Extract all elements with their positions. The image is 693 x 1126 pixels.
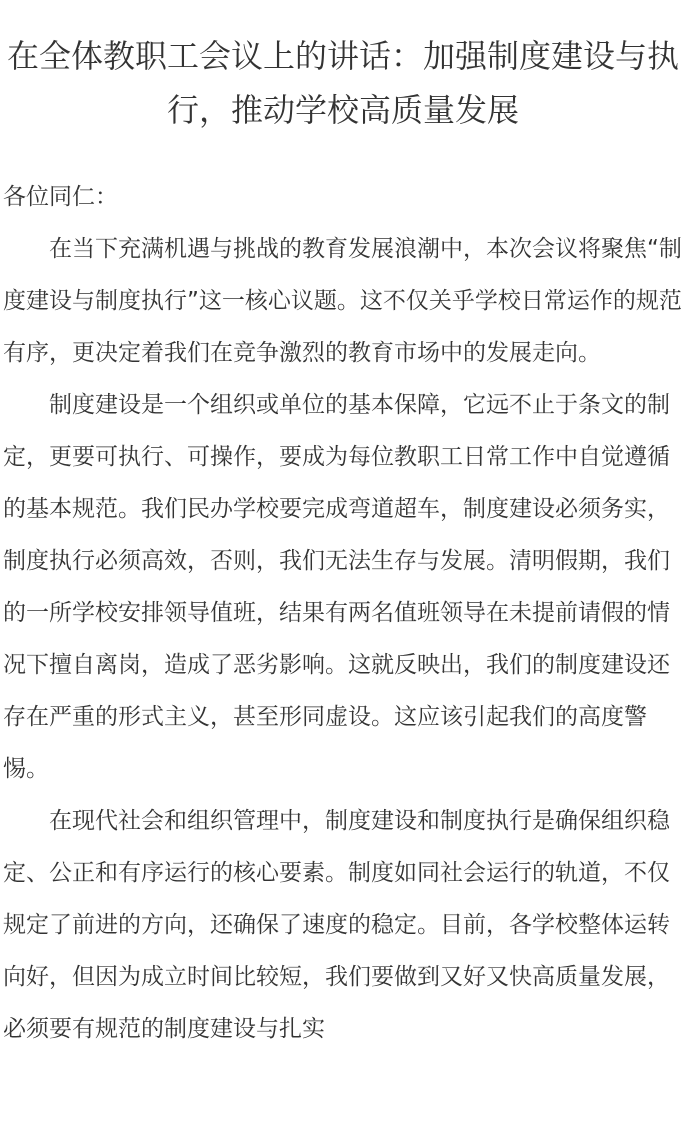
- paragraph-2: 制度建设是一个组织或单位的基本保障，它远不止于条文的制定，更要可执行、可操作，要成为每位教职工日常工作中自觉遵循的基本规范。我们民办学校要完成弯道超车，制度建设必须务实，制度执行必须高效，否则，我们无法生存与发展。清明假期，我们的一所学校安排领导值班，结果有两名值班领导在未提前请假的情况下擅自离岗，造成了恶劣影响。这就反映出，我们的制度建设还存在严重的形式主义，甚至形同虚设。这应该引起我们的高度警惕。: [3, 392, 670, 782]
- article-title: 在全体教职工会议上的讲话：加强制度建设与执行，推动学校高质量发展: [6, 37, 679, 129]
- paragraph-3: 在现代社会和组织管理中，制度建设和制度执行是确保组织稳定、公正和有序运行的核心要素。制度如同社会运行的轨道，不仅规定了前进的方向，还确保了速度的稳定。目前，各学校整体运转向好，但因为成立时间比较短，我们要做到又好又快高质量发展，必须要有规范的制度建设与扎实: [3, 808, 670, 1042]
- article-body: [3, 171, 683, 1055]
- paragraph-1: 在当下充满机遇与挑战的教育发展浪潮中，本次会议将聚焦“制度建设与制度执行”这一核心议题。这不仅关乎学校日常运作的规范有序，更决定着我们在竞争激烈的教育市场中的发展走向。: [3, 236, 682, 366]
- article: [0, 29, 693, 1055]
- salutation: 各位同仁：: [3, 184, 118, 210]
